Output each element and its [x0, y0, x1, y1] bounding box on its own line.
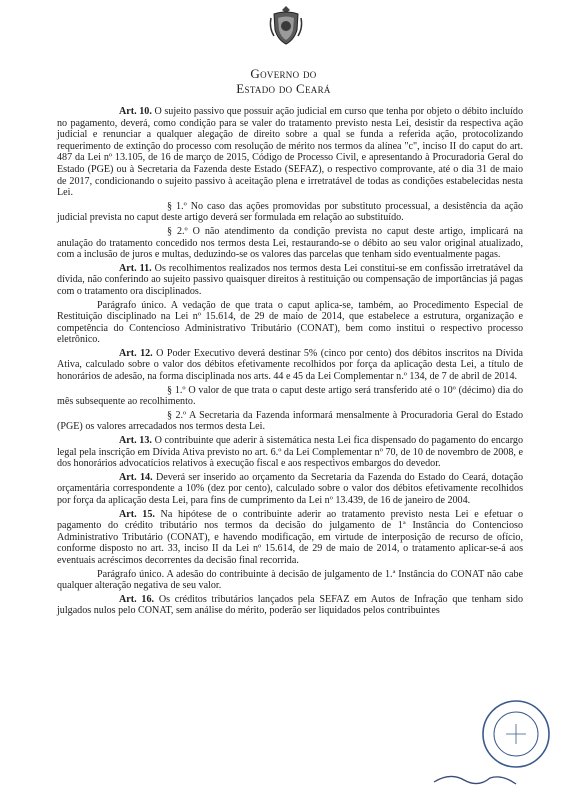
article-label: Art. 15.: [119, 508, 155, 520]
law-text: [57, 106, 523, 619]
article-label: Art. 10.: [119, 106, 152, 117]
paragraph-text: Deverá ser inserido ao orçamento da Secretaria da Fazenda do Estado do Ceará, dotação orçamentária correspondente a 10% (dez por cento), calculado sobre o valor dos débitos efetivamente recolhidos por força da aplicação desta Lei, para fins de cumprimento da Lei nº 13.439, de 16 de janeiro de 2004.: [57, 471, 523, 506]
article-paragraph: [57, 472, 523, 507]
paragraph: [57, 226, 523, 261]
paragraph-text: O Poder Executivo deverá destinar 5% (cinco por cento) dos débitos inscritos na Dívida Ativa, calculado sobre o valor dos débitos efetivamente recolhidos por força da aplicação desta Lei, a título de honorários de adesão, na forma disciplinada nos arts. 44 e 45 da Lei Complementar n.º 134, de 7 de abril de 2014.: [57, 347, 523, 383]
paragraph-text: § 1.º O valor de que trata o caput deste artigo será transferido até o 10º (décimo) dia do mês subsequente ao recolhimento.: [57, 384, 523, 408]
coat-of-arms-icon: [268, 4, 304, 46]
letterhead-line-1: Governo do: [250, 66, 317, 81]
paragraph-text: Parágrafo único. A adesão do contribuinte à decisão de julgamento de 1.ª Instância do CONAT não cabe qualquer alteração negativa de seu valor.: [57, 568, 523, 592]
article-label: Art. 14.: [119, 471, 153, 483]
article-paragraph: [57, 348, 523, 383]
article-paragraph: [57, 263, 523, 298]
paragraph-text: Os créditos tributários lançados pela SEFAZ em Autos de Infração que tenham sido julgados nulos pelo CONAT, sem análise do mérito, poderão ser liquidados pelos contribuintes: [57, 593, 523, 617]
paragraph: [57, 201, 523, 224]
paragraph-text: Os recolhimentos realizados nos termos desta Lei constitui-se em confissão irretratável da dívida, não conferindo ao sujeito passivo quaisquer direitos à restituição ou compensação de importâncias já pagas com o tratamento ora disciplinados.: [57, 262, 523, 297]
paragraph-text: Parágrafo único. A vedação de que trata o caput aplica-se, também, ao Procedimento Especial de Restituição disciplinado na Lei nº 15.614, de 29 de maio de 2014, que estabelece a estrutura, organização e competência do Contencioso Administrativo Tributário (CONAT), bem como institui o respectivo processo eletrônico.: [57, 299, 523, 346]
article-paragraph: [57, 594, 523, 617]
article-label: Art. 12.: [119, 347, 153, 359]
article-paragraph: [57, 509, 523, 567]
article-label: Art. 16.: [119, 593, 155, 605]
article-label: Art. 11.: [119, 262, 152, 274]
paragraph-text: § 2.º A Secretaria da Fazenda informará mensalmente à Procuradoria Geral do Estado (PGE) os valores arrecadados nos termos desta Lei.: [57, 409, 523, 433]
protocol-stamp-icon: [480, 698, 552, 770]
letterhead-line-2: Estado do Ceará: [236, 81, 331, 96]
paragraph-text: § 2.º O não atendimento da condição prevista no caput deste artigo, implicará na anulação do tratamento concedido nos termos desta Lei, restaurando-se o débito ao seu valor original atualizado, com a inclusão de juros e multas, deduzindo-se os valores das parcelas que tenham sido eventualmente pagas.: [57, 225, 523, 261]
article-label: Art. 13.: [119, 435, 152, 447]
paragraph: [57, 385, 523, 408]
paragraph-text: § 1.º No caso das ações promovidas por substituto processual, a desistência da ação judicial prevista no caput deste artigo deverá ser formulada em relação ao substituído.: [57, 200, 523, 224]
paragraph-text: O sujeito passivo que possuir ação judicial em curso que tenha por objeto o débito incluído no pagamento, deverá, como condição para se valer do tratamento previsto nesta Lei, desistir da respectiva ação judicial e renunciar a qualquer alegação de direito sobre a qual se funda a referida ação, protocolizando requerimento de extinção do processo com resolução de mérito nos termos da alínea "c", inciso II do caput do art. 487 da Lei nº 13.105, de 16 de março de 2015, Código de Processo Civil, e apresentando à Procuradoria Geral do Estado (PGE) ou à Secretaria da Fazenda deste Estado (SEFAZ), o respectivo comprovante, até o dia 31 de maio de 2017, condicionando o sujeito passivo à aceitação plena e irretratável de todas as condições estabelecidas nesta Lei.: [57, 106, 523, 199]
letterhead: [0, 66, 567, 96]
handwritten-signature: [430, 768, 520, 790]
paragraph: [57, 569, 523, 592]
paragraph: [57, 410, 523, 433]
article-paragraph: [57, 106, 523, 199]
paragraph-text: O contribuinte que aderir à sistemática nesta Lei fica dispensado do pagamento do encargo legal pela inscrição em Dívida Ativa previsto no art. 6.º da Lei Complementar nº 70, de 10 de novembro de 2008, e dos honorários advocatícios relativos à execução fiscal e aos respectivos embargos do devedor.: [57, 435, 524, 470]
paragraph-text: Na hipótese de o contribuinte aderir ao tratamento previsto nesta Lei e efetuar o pagamento do crédito tributário nos termos da decisão do julgamento de 1ª Instância do Contencioso Administrativo Tributário (CONAT), e havendo modificação, em virtude de interposição de recurso de ofício, conforme disposto no art. 33, inciso II da Lei nº 15.614, de 29 de maio de 2014, o tratamento aplicar-se-á aos eventuais acréscimos decorrentes da decisão final recorrida.: [57, 508, 523, 566]
article-paragraph: [57, 435, 523, 470]
paragraph: [57, 300, 523, 346]
